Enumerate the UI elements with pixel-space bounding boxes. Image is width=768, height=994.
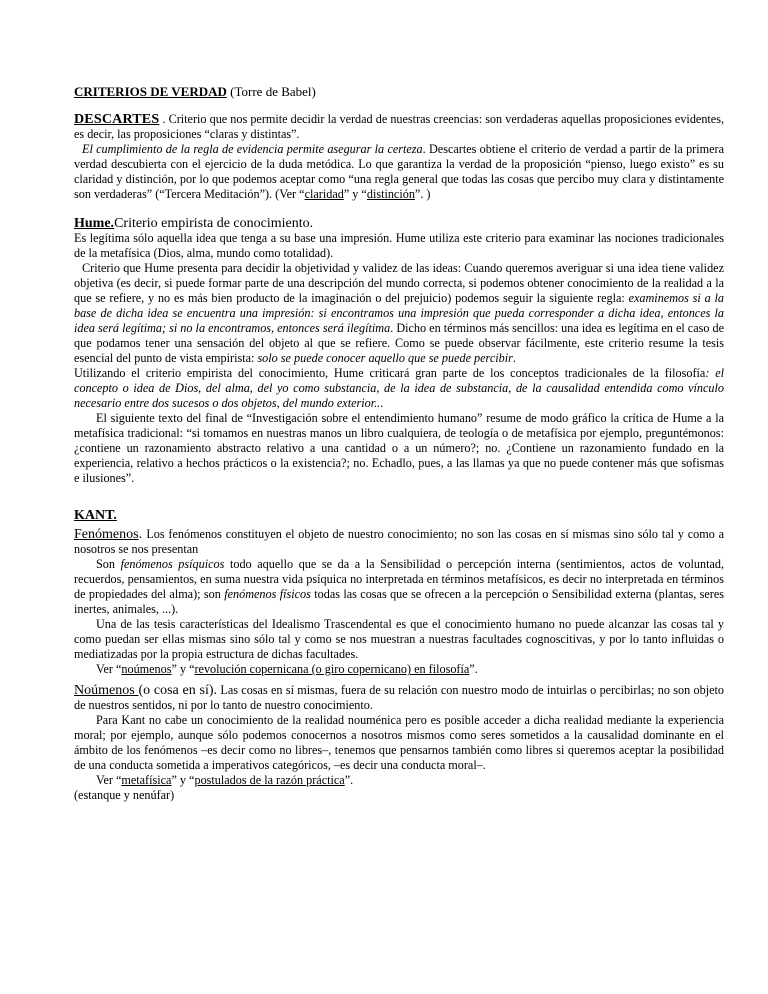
hume-heading-rest: Criterio empirista de conocimiento. [114,216,314,231]
link-distincion[interactable]: distinción [366,187,415,201]
hume-paragraph-2 [74,261,724,366]
noumenos-title-rest: (o cosa en sí). [138,683,218,698]
fen-ver-a: Ver “ [96,662,122,676]
kant-noumenos-p2: Para Kant no cabe un conocimiento de la realidad nouménica pero es posible acceder a dicha realidad mediante la experiencia moral; por ejemplo, aunque sólo podemos conocernos a nosotros mismos como seres sometidos a la causalidad dominante en el ámbito de los fenómenos –es decir como no libres–, tenemos que pensarnos también como libres si queremos aceptar la posibilidad de una conducta sometida a imperativos categóricos, –es decir una conducta moral–. [74,713,724,772]
fen-p2-c: todas las cosas que se ofrecen a la percepción o Sensibilidad externa (plantas, seres inertes, animales, ...). [74,587,724,616]
hume-p2-c: . [512,351,516,365]
fen-p2-fisicos: fenómenos físicos [224,587,311,601]
hume-heading-line [74,216,724,231]
fen-ver-b: ” y “ [171,662,195,676]
hume-paragraph-1: Es legítima sólo aquella idea que tenga a su base una impresión. Hume utiliza este criterio para examinar las nociones tradicionales de la metafísica (Dios, alma, mundo como totalidad). [74,231,724,260]
hume-p2-a: Criterio que Hume presenta para decidir la objetividad y validez de las ideas: Cuando queremos averiguar si una idea tiene validez objetiva (es decir, si puede formar parte de una descripción del mundo correcta, si podemos obtener conocimiento de la realidad a la que se refiere, y no es más bien producto de la imaginación o del prejuicio) podemos seguir la siguiente regla: [74,261,724,305]
descartes-intro [74,112,724,142]
descartes-intro-text: . Criterio que nos permite decidir la verdad de nuestras creencias: son verdaderas aquellas proposiciones evidentes, es decir, las proposiciones “claras y distintas”. [74,112,724,141]
descartes-rule-italic: El cumplimiento de la regla de evidencia permite asegurar la certeza [82,142,423,156]
kant-fenomenos-p3: Una de las tesis características del Idealismo Trascendental es que el conocimiento humano no puede alcanzar las cosas tal y como puedan ser ellas mismas sino sólo tal y como se nos muestran a nuestras facultades cognoscitivas, y por lo tanto influidas o mediatizadas por la propia estructura de dichas facultades. [74,617,724,661]
link-revolucion-copernicana[interactable]: revolución copernicana (o giro copernicano) en filosofía [194,662,470,676]
noumenos-title: Noúmenos [74,683,139,698]
kant-fenomenos-intro [74,527,724,557]
descartes-rule-text: . Descartes obtiene el criterio de verdad a partir de la primera verdad descubierta con el ejercicio de la duda metódica. Lo que garantiza la verdad de la proposición “pienso, luego existo” es su claridad y distinción, por lo que podemos aceptar como “una regla general que todas las cosas que percibo muy clara y distintamente son verdaderas” (“Tercera Meditación”). (Ver “ [74,142,724,201]
fenomenos-title: Fenómenos [74,527,139,542]
descartes-paragraph [74,142,724,202]
kant-fenomenos-p2 [74,557,724,617]
fen-ver-c: ”. [469,662,478,676]
nou-ver-b: ” y “ [171,773,195,787]
fen-p2-b: todo aquello que se da a la Sensibilidad o percepción interna (sentimientos, actos de voluntad, recuerdos, pensamientos, en suma nuestra vida psíquica no interpretada en términos metafísicos, es decir no interpretada en términos de propiedades del alma); son [74,557,725,601]
fenomenos-dot: . [138,527,147,542]
fenomenos-intro-text: Los fenómenos constituyen el objeto de nuestro conocimiento; no son las cosas en sí mismas sino sólo tal y como a nosotros se nos presentan [74,527,724,556]
title-suffix: (Torre de Babel) [226,84,316,99]
nou-ver-c: ”. [344,773,354,787]
kant-noumenos-ver [74,773,724,788]
noumenos-intro-text: Las cosas en sí mismas, fuera de su relación con nuestro modo de intuirlas o percibirlas; no son objeto de nuestros sentidos, ni por lo tanto de nuestro conocimiento. [74,683,724,712]
kant-heading: KANT. [74,508,117,523]
title-main: CRITERIOS DE VERDAD [74,84,227,99]
nou-ver-a: Ver “ [96,773,122,787]
descartes-end: ”. ) [414,187,431,201]
hume-p2-rule: examinemos si a la base de dicha idea se encuentra una impresión: si encontramos una impresión que pueda corresponder a dicha idea, entonces la idea será legítima; si no la encontramos, entonces será ilegítima [74,291,724,335]
hume-paragraph-3 [74,366,724,411]
hume-p3-italic: : el concepto o idea de Dios, del alma, del yo como substancia, de la idea de substancia, de la causalidad entendida como vínculo necesario entre dos sucesos o dos objetos, del mundo exterior.. [74,366,724,410]
document-title [74,84,724,100]
fen-p2-psiquicos: fenómenos psíquicos [120,557,225,571]
hume-paragraph-4: El siguiente texto del final de “Investigación sobre el entendimiento humano” resume de modo gráfico la crítica de Hume a la metafísica tradicional: “si tomamos en nuestras manos un libro cualquiera, de teología o de metafísica por ejemplo, preguntémonos: ¿contiene un razonamiento abstracto relativo a una cantidad o a un número?; no. ¿Contiene un razonamiento fundado en la experiencia, relativo a hechos prácticos o la existencia?; no. Echadlo, pues, a las llamas ya que no puede contener más que sofismas e ilusiones”. [74,411,724,485]
link-claridad[interactable]: claridad [304,187,344,201]
hume-p3-b: . [380,396,384,410]
hume-p2-b: . Dicho en términos más sencillos: una idea es legítima en el caso de que podamos tener una sensación del objeto al que se refiere. Como se puede observar fácilmente, este criterio resume la tesis esencial del punto de vista empirista: [74,321,724,365]
descartes-connector: ” y “ [343,187,367,201]
hume-p2-thesis: solo se puede conocer aquello que se puede percibir [257,351,513,365]
link-metafisica[interactable]: metafísica [121,773,172,787]
hume-heading: Hume. [74,216,115,231]
link-postulados[interactable]: postulados de la razón práctica [194,773,345,787]
footer-note: (estanque y nenúfar) [74,788,175,802]
kant-noumenos-intro [74,683,724,713]
descartes-heading: DESCARTES [74,112,160,127]
fen-p2-a: Son [96,557,121,571]
link-noumenos[interactable]: noúmenos [121,662,172,676]
kant-fenomenos-ver [74,662,724,677]
hume-p3-a: Utilizando el criterio empirista del conocimiento, Hume criticará gran parte de los conceptos tradicionales de la filosofía [74,366,706,380]
